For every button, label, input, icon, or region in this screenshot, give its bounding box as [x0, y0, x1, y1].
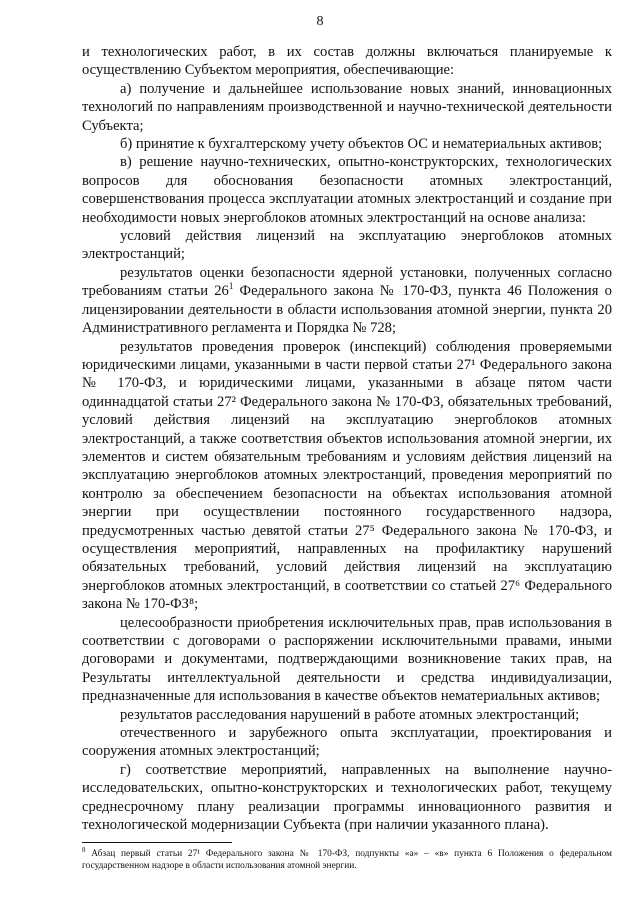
- document-body: [82, 43, 612, 834]
- safety-assessment-text-1: результатов оценки безопасности ядерной установки, полученных согласно требованиям статьи 26: [82, 264, 612, 300]
- paragraph-safety-assessment: [82, 264, 612, 338]
- page-number: 8: [316, 14, 324, 29]
- paragraph-inspections: результатов проведения проверок (инспекций) соблюдения проверяемыми юридическими лицами, указанными в части первой статьи 27¹ Федерального закона № 170-ФЗ, и юридическими лицами, указанными в абзаце пятом части одиннадцатой статьи 27² Федерального закона № 170-ФЗ, обязательных требований, условий действия лицензий на эксплуатацию энергоблоков атомных электростанций, а также соответствия объектов использования атомной энергии, их элементов и систем обязательным требованиям и условиям действия лицензий на эксплуатацию энергоблоков атомных электростанций, проведения мероприятий по контролю за обеспечением безопасности на объектах использования атомной энергии при осуществлении постоянного государственного надзора, предусмотренных частью девятой статьи 27⁵ Федерального закона № 170-ФЗ, и осуществления мероприятий, направленных на профилактику нарушений обязательных требований, условий действия лицензий на эксплуатацию энергоблоков атомных электростанций, в соответствии со статьей 27⁶ Федерального закона № 170-ФЗ⁸;: [82, 338, 612, 613]
- paragraph-item-b: б) принятие к бухгалтерскому учету объектов ОС и нематериальных активов;: [120, 136, 603, 153]
- paragraph-experience: отечественного и зарубежного опыта эксплуатации, проектирования и сооружения атомных электростанций;: [82, 725, 612, 760]
- paragraph-item-a: а) получение и дальнейшее использование новых знаний, инновационных технологий по направлениям производственной и научно-технической деятельности Субъекта;: [82, 80, 612, 134]
- paragraph-violations: результатов расследования нарушений в работе атомных электростанций;: [120, 706, 580, 723]
- paragraph-exclusive-rights: целесообразности приобретения исключительных прав, прав использования в соответствии с договорами о распоряжении исключительными правами, иными договорами и документами, подтверждающими возникновение таких прав, на Результаты интеллектуальной деятельности и средства индивидуализации, предназначенные для использования в качестве объектов нематериальных активов;: [82, 614, 612, 705]
- paragraph-intro: и технологических работ, в их состав должны включаться планируемые к осуществлению Субъектом мероприятия, обеспечивающие:: [82, 44, 612, 79]
- footnote: [82, 845, 612, 872]
- paragraph-item-c: в) решение научно-технических, опытно-конструкторских, технологических вопросов для обоснования безопасности атомных электростанций, совершенствования процесса эксплуатации атомных электростанций и создание при необходимости новых энергоблоков атомных электростанций на основе анализа:: [82, 154, 612, 226]
- paragraph-item-d: г) соответствие мероприятий, направленных на выполнение научно-исследовательских, опытно-конструкторских и технологических работ, текущему среднесрочному плану реализации программы инновационного развития и технологической модернизации Субъекта (при наличии указанного плана).: [82, 761, 612, 834]
- footnote-marker: 8: [82, 845, 86, 854]
- footnote-ref-sup: 1: [228, 281, 234, 292]
- safety-assessment-text-2: Федерального закона № 170-ФЗ, пункта 46 Положения о лицензировании деятельности в области использования атомной энергии, пункта 20 Административного регламента и Порядка № 728;: [82, 283, 612, 337]
- footnote-text: Абзац первый статьи 27¹ Федерального закона № 170-ФЗ, подпункты «а» – «в» пункта 6 Положения о федеральном государственном надзоре в области использования атомной энергии.: [82, 849, 612, 872]
- footnote-divider: [82, 842, 232, 843]
- paragraph-license-conditions: условий действия лицензий на эксплуатацию энергоблоков атомных электростанций;: [82, 228, 612, 263]
